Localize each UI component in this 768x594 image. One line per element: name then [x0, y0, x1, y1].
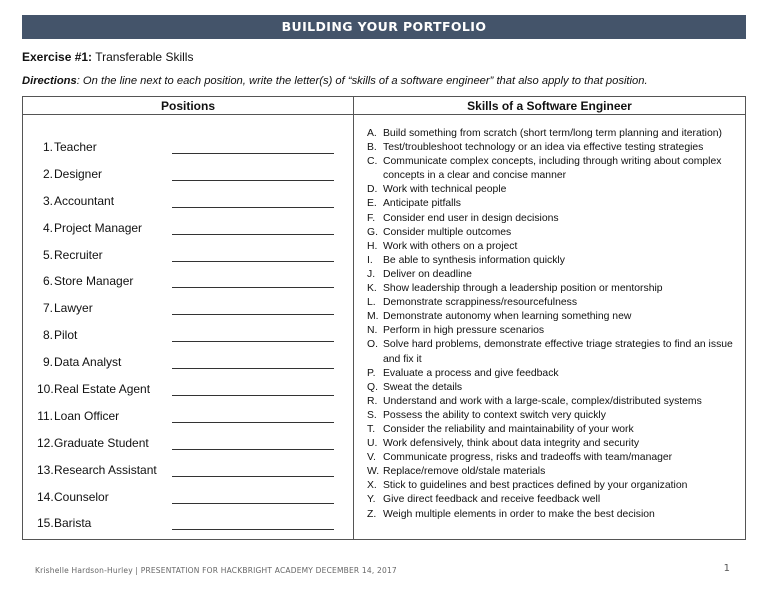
position-label: Barista [54, 516, 92, 531]
position-number: 2. [42, 166, 53, 181]
skill-text: Replace/remove old/stale materials [383, 466, 546, 478]
position-number: 5. [42, 247, 53, 262]
skill-item [367, 451, 743, 465]
position-number: 8. [42, 328, 53, 343]
column-divider [353, 97, 354, 539]
skill-text: Understand and work with a large-scale, complex/distributed systems [383, 395, 702, 407]
skill-letter: Z. [367, 508, 377, 520]
skill-text: Weigh multiple elements in order to make the best decision [383, 508, 655, 520]
skill-item [367, 197, 743, 211]
position-row [37, 140, 347, 167]
position-label: Teacher [54, 140, 97, 154]
position-label: Recruiter [54, 247, 103, 262]
skill-letter: D. [367, 184, 378, 196]
skill-text: Work defensively, think about data integrity and security [383, 438, 640, 450]
position-row [37, 221, 347, 248]
position-row [37, 516, 347, 543]
skill-letter: Y. [367, 494, 376, 506]
directions-text [22, 75, 648, 87]
skill-text: Consider the reliability and maintainability of your work [383, 423, 634, 435]
banner-title: BUILDING YOUR PORTFOLIO [22, 15, 746, 39]
position-row [37, 328, 347, 355]
skill-text: Work with technical people [383, 184, 507, 196]
skill-letter: B. [367, 142, 377, 154]
answer-blank-line[interactable] [172, 395, 334, 396]
skill-letter: F. [367, 212, 376, 224]
skill-item [367, 338, 743, 366]
skill-letter: U. [367, 438, 378, 450]
position-row [37, 194, 347, 221]
answer-blank-line[interactable] [172, 153, 334, 154]
position-label: Counselor [54, 489, 109, 504]
skill-letter: R. [367, 395, 378, 407]
skill-item [367, 493, 743, 507]
position-label: Designer [54, 166, 103, 181]
skill-letter: T. [367, 423, 376, 435]
skill-letter: Q. [367, 381, 378, 393]
skill-text: Perform in high pressure scenarios [383, 325, 545, 337]
position-number: 4. [42, 220, 53, 235]
skill-item [367, 268, 743, 282]
position-row [37, 490, 347, 517]
footer-credit: Krishelle Hardson-Hurley | PRESENTATION FOR HACKBRIGHT ACADEMY DECEMBER 14, 2017 [35, 566, 397, 575]
skill-item [367, 254, 743, 268]
answer-blank-line[interactable] [172, 180, 334, 181]
position-row [37, 301, 347, 328]
skill-item [367, 141, 743, 155]
skill-item [367, 367, 743, 381]
answer-blank-line[interactable] [172, 476, 334, 477]
skill-text: Demonstrate scrappiness/resourcefulness [383, 297, 578, 309]
skill-item [367, 381, 743, 395]
skill-letter: E. [367, 198, 377, 210]
position-number: 3. [42, 193, 53, 208]
exercise-heading [22, 50, 193, 64]
position-label: Real Estate Agent [54, 382, 151, 397]
position-label: Store Manager [54, 274, 134, 289]
skills-table [22, 96, 746, 540]
exercise-label: Exercise #1: [22, 50, 93, 64]
position-number: 7. [42, 301, 53, 316]
skill-text: Be able to synthesis information quickly [383, 254, 565, 266]
page-number: 1 [723, 563, 730, 574]
skill-text: Work with others on a project [383, 240, 518, 252]
skills-header: Skills of a Software Engineer [467, 99, 632, 113]
skill-letter: I. [367, 254, 373, 266]
skill-letter: G. [367, 226, 378, 238]
positions-header: Positions [160, 99, 215, 113]
skill-item [367, 508, 743, 522]
skill-letter: P. [367, 367, 376, 379]
skill-text: Anticipate pitfalls [383, 198, 461, 210]
position-number: 13. [37, 462, 54, 477]
position-row [37, 409, 347, 436]
skill-text: Consider end user in design decisions [383, 212, 559, 224]
skill-text: Stick to guidelines and best practices defined by your organization [383, 480, 688, 492]
skill-item [367, 183, 743, 197]
answer-blank-line[interactable] [172, 234, 334, 235]
answer-blank-line[interactable] [172, 341, 334, 342]
directions-label: Directions [22, 75, 77, 87]
exercise-text: Transferable Skills [95, 50, 194, 64]
position-label: Graduate Student [54, 435, 149, 450]
skill-letter: X. [367, 480, 377, 492]
answer-blank-line[interactable] [172, 503, 334, 504]
skill-text: Solve hard problems, demonstrate effective triage strategies to find an issue and fix it [383, 339, 733, 365]
skill-text: Give direct feedback and receive feedback well [383, 494, 601, 506]
answer-blank-line[interactable] [172, 529, 334, 530]
position-number: 1. [42, 140, 53, 154]
position-number: 15. [37, 516, 54, 531]
answer-blank-line[interactable] [172, 261, 334, 262]
answer-blank-line[interactable] [172, 287, 334, 288]
skill-letter: W. [367, 466, 380, 478]
position-number: 9. [42, 355, 53, 370]
skill-text: Build something from scratch (short term/long term planning and iteration) [383, 128, 723, 139]
skill-text: Deliver on deadline [383, 268, 472, 280]
skill-item [367, 296, 743, 310]
table-header-row [23, 97, 745, 115]
position-number: 6. [42, 274, 53, 289]
directions-body: : On the line next to each position, write the letter(s) of “skills of a software engineer” that also apply to that position. [76, 75, 648, 87]
position-row [37, 167, 347, 194]
skill-item [367, 324, 743, 338]
position-label: Project Manager [54, 220, 143, 235]
position-label: Accountant [54, 193, 115, 208]
position-number: 10. [37, 382, 54, 397]
answer-blank-line[interactable] [172, 207, 334, 208]
position-number: 11. [37, 408, 53, 423]
answer-blank-line[interactable] [172, 449, 334, 450]
skill-letter: C. [367, 156, 378, 168]
skill-letter: N. [367, 325, 378, 337]
skill-letter: S. [367, 409, 377, 421]
position-number: 12. [37, 435, 54, 450]
skill-letter: O. [367, 339, 378, 351]
skill-letter: M. [367, 311, 379, 323]
skill-text: Evaluate a process and give feedback [383, 367, 559, 379]
skill-text: Communicate progress, risks and tradeoffs with team/manager [383, 452, 673, 464]
answer-blank-line[interactable] [172, 422, 334, 423]
skill-text: Demonstrate autonomy when learning something new [383, 311, 632, 323]
skill-letter: K. [367, 283, 377, 295]
skill-letter: H. [367, 240, 378, 252]
skill-letter: L. [367, 297, 376, 309]
skill-letter: A. [367, 128, 377, 139]
position-row [37, 248, 347, 275]
position-row [37, 355, 347, 382]
skill-item [367, 226, 743, 240]
skill-text: Sweat the details [383, 381, 463, 393]
answer-blank-line[interactable] [172, 368, 334, 369]
skill-text: Possess the ability to context switch very quickly [383, 409, 606, 421]
skill-item [367, 423, 743, 437]
position-row [37, 436, 347, 463]
position-label: Data Analyst [54, 355, 122, 370]
position-row [37, 274, 347, 301]
skill-text: Communicate complex concepts, including through writing about complex concepts in a clear and concise manner [383, 156, 722, 182]
skill-item [367, 395, 743, 409]
skill-text: Consider multiple outcomes [383, 226, 512, 238]
position-row [37, 382, 347, 409]
position-label: Loan Officer [54, 408, 120, 423]
skill-item [367, 127, 743, 141]
skill-text: Test/troubleshoot technology or an idea via effective testing strategies [383, 142, 704, 154]
position-row [37, 463, 347, 490]
position-label: Pilot [54, 328, 78, 343]
skill-item [367, 310, 743, 324]
positions-list [37, 140, 347, 543]
skill-letter: J. [367, 268, 376, 280]
skill-item [367, 479, 743, 493]
skill-letter: V. [367, 452, 376, 464]
position-label: Lawyer [54, 301, 93, 316]
skill-text: Show leadership through a leadership position or mentorship [383, 283, 663, 295]
answer-blank-line[interactable] [172, 314, 334, 315]
skill-item [367, 282, 743, 296]
position-label: Research Assistant [54, 462, 157, 477]
skill-item [367, 212, 743, 226]
skill-item [367, 240, 743, 254]
skill-item [367, 465, 743, 479]
skill-item [367, 437, 743, 451]
skill-item [367, 155, 743, 183]
skill-item [367, 409, 743, 423]
position-number: 14. [37, 489, 54, 504]
skills-list [367, 127, 743, 522]
